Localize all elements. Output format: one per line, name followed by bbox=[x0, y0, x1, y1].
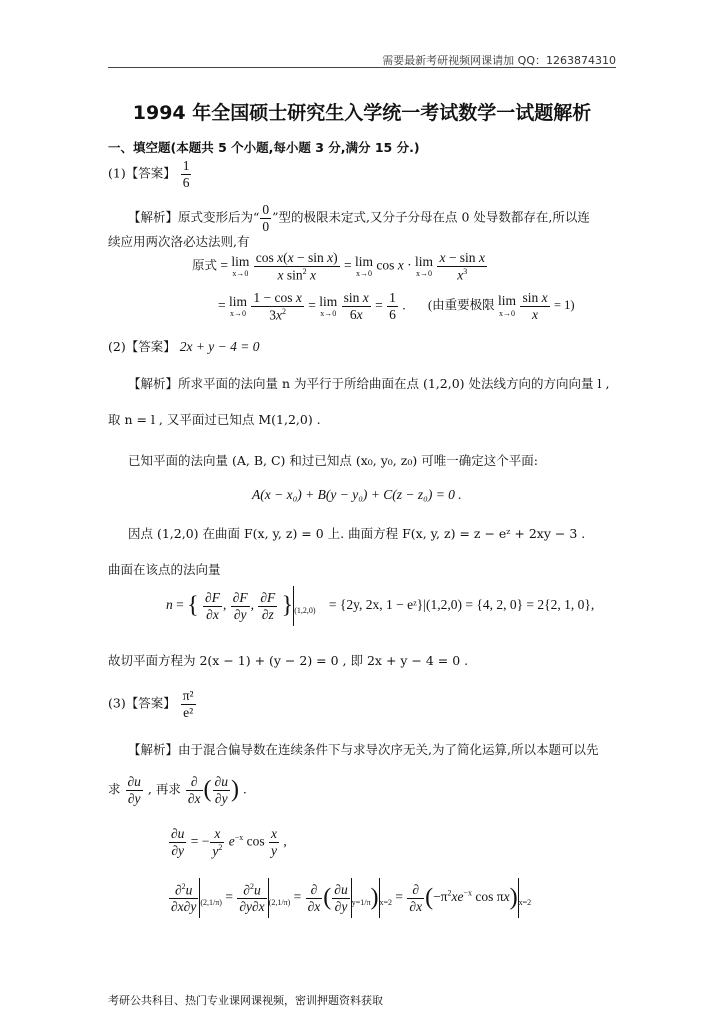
q2-answer-label: (2)【答案】 bbox=[108, 339, 176, 354]
d2u-dydx: $\frac{\partial^2u}{\partial y\partial x}$ bbox=[239, 881, 265, 914]
eval-bar bbox=[293, 586, 294, 626]
q2-analysis-p1: 【解析】所求平面的法向量 n 为平行于所给曲面在点 (1,2,0) 处法线方向的方向向量 l , bbox=[128, 376, 610, 391]
limit-op: lim x→0 bbox=[415, 253, 434, 279]
q1-zero-num: 0 bbox=[262, 202, 270, 217]
q1-note bbox=[428, 290, 575, 322]
q2-analysis-p6: 故切平面方程为 2(x − 1) + (y − 2) = 0 , 即 2x + y − 4 = 0 . bbox=[108, 653, 469, 668]
q2-analysis-p4: 因点 (1,2,0) 在曲面 F(x, y, z) = 0 上. 曲面方程 F(x, y, z) = z − eᶻ + 2xy − 3 . bbox=[128, 526, 586, 541]
q1-zero-over-zero bbox=[260, 202, 271, 234]
q1-answer bbox=[108, 158, 192, 190]
q2-analysis-p2: 取 n = l , 又平面过已知点 M(1,2,0) . bbox=[108, 412, 321, 427]
q1-answer-den: 6 bbox=[182, 174, 190, 190]
header-rule bbox=[108, 67, 616, 68]
q1-note-frac: $\frac{\text{sin x}}{x}$ bbox=[522, 290, 548, 322]
partial-fy: $\frac{\partial F}{\partial y}$ bbox=[232, 589, 248, 622]
q1-analysis-post: ”型的极限未定式,又分子分母在点 0 处导数都存在,所以连 bbox=[272, 209, 590, 225]
q3-answer-label: (3)【答案】 bbox=[108, 695, 176, 711]
q1-analysis-line1 bbox=[128, 202, 590, 234]
q1-answer-fraction bbox=[181, 158, 192, 190]
eval-bar bbox=[199, 878, 200, 918]
partial-x-op: $\frac{\partial}{\partial x}$ bbox=[187, 774, 201, 806]
x-over-y: $\frac{x}{y}$ bbox=[271, 826, 278, 858]
page-title: 1994 年全国硕士研究生入学统一考试数学一试题解析 bbox=[132, 102, 592, 124]
du-dy-2: $\frac{\partial u}{\partial y}$ bbox=[334, 881, 348, 914]
section-heading: 一、填空题(本题共 5 个小题,每小题 3 分,满分 15 分.) bbox=[108, 140, 420, 155]
partial-fz: $\frac{\partial F}{\partial z}$ bbox=[260, 589, 276, 622]
q3-equation-2: $\frac{\partial^2u}{\partial x\partial y}$ $_{(2,1/\pi)}$ = $\frac{\partial^2u}{\partial y\partial x}$ $_{(2,1/\pi)}$ = $\frac{\partial}{\partial x}$ ( $\frac{\partial u}{\partial y}$ $_{y=1/\pi})_{x=2}$ = $\frac{\partial}{\partial x}$ ($-\pi^2xe^{-x}$ $\cos \pi x)_{x=2}$ bbox=[168, 878, 531, 918]
q1-note-end: = 1) bbox=[553, 298, 575, 313]
q2-plane-equation: A(x − x₀) + B(y − y₀) + C(z − z₀) = 0 . bbox=[252, 487, 462, 502]
q1-equation-2: = lim x→0 $\frac{\text{1 − cos x}}{3x^2}$ = lim x→0 $\frac{\text{sin x}}{6x}$ = $\frac{1}{6}$ . bbox=[218, 290, 406, 323]
limit-op: lim x→0 bbox=[498, 293, 517, 318]
q3-answer-fraction bbox=[181, 688, 196, 720]
q1-frac-5: $\frac{1}{6}$ bbox=[389, 290, 396, 322]
eval-bar bbox=[379, 878, 380, 918]
q3-p2-mid: , 再求 bbox=[147, 781, 181, 797]
q3-p2-pre: 求 bbox=[108, 781, 121, 797]
q2-analysis-p3: 已知平面的法向量 (A, B, C) 和过已知点 (x₀, y₀, z₀) 可唯一确定这个平面: bbox=[128, 453, 538, 468]
q1-zero-den: 0 bbox=[262, 218, 270, 234]
q1-frac-1: $\frac{\text{cos x(x − sin x)}}{x \sin^2 x}$ bbox=[255, 250, 338, 283]
q1-answer-label: (1)【答案】 bbox=[108, 165, 176, 181]
page-footer: 考研公共科目、热门专业课网课视频，密训押题资料获取 bbox=[108, 994, 383, 1007]
q1-analysis-pre: 【解析】原式变形后为“ bbox=[128, 209, 260, 225]
partial-fx: $\frac{\partial F}{\partial x}$ bbox=[205, 589, 220, 622]
eval-bar bbox=[518, 878, 519, 918]
d-dx: $\frac{\partial}{\partial x}$ bbox=[307, 881, 321, 914]
eval-bar bbox=[268, 878, 269, 918]
q3-p2-end: . bbox=[242, 781, 247, 797]
d-dx-2: $\frac{\partial}{\partial x}$ bbox=[409, 881, 423, 914]
q3-analysis-p2: 求 $\frac{\partial u}{\partial y}$ , 再求 $\frac{\partial}{\partial x}$ ( $\frac{\partial u}{\partial y}$ ) . bbox=[108, 774, 247, 806]
q3-answer-den: e² bbox=[183, 704, 194, 720]
limit-op: lim x→0 bbox=[229, 293, 248, 319]
du-dy: $\frac{\partial u}{\partial y}$ bbox=[171, 826, 185, 858]
q1-note-text: (由重要极限 bbox=[428, 298, 495, 313]
q1-lhs-label: 原式 bbox=[192, 258, 218, 273]
limit-op: lim x→0 bbox=[319, 293, 338, 319]
d2u-dxdy: $\frac{\partial^2u}{\partial x\partial y}$ bbox=[171, 881, 197, 914]
q1-answer-num: 1 bbox=[182, 158, 190, 173]
q2-analysis-p5: 曲面在该点的法向量 bbox=[108, 562, 221, 577]
q1-frac-3: $\frac{\text{1 − cos x}}{3x^2}$ bbox=[253, 290, 302, 323]
x-over-y2: $\frac{x}{y^2}$ bbox=[212, 826, 223, 859]
q1-analysis-line2: 续应用两次洛必达法则,有 bbox=[108, 234, 250, 249]
q3-answer-num: π² bbox=[182, 688, 194, 703]
q3-analysis-p1: 【解析】由于混合偏导数在连续条件下与求导次序无关,为了简化运算,所以本题可以先 bbox=[128, 742, 599, 757]
page-header: 需要最新考研视频网课请加 QQ：1263874310 bbox=[382, 54, 616, 67]
q1-frac-2: $\frac{\text{x − sin x}}{x^3}$ bbox=[439, 250, 485, 283]
q1-equation-1: 原式 = lim x→0 $\frac{\text{cos x(x − sin x)}}{x \sin^2 x}$ = lim x→0 cos x · lim x→0 $\frac{\text{x − sin x}}{x^3}$ bbox=[192, 250, 485, 283]
limit-op: lim x→0 bbox=[355, 253, 374, 279]
q1-frac-4: $\frac{\text{sin x}}{6x}$ bbox=[343, 290, 369, 322]
partial-u-y-inner: $\frac{\partial u}{\partial y}$ bbox=[214, 774, 228, 806]
q2-answer bbox=[108, 337, 260, 355]
q2-answer-value: 2x + y − 4 = 0 bbox=[179, 339, 260, 354]
q2-normal-equation: n = { $\frac{\partial F}{\partial x}$ , $\frac{\partial F}{\partial y}$ , $\frac{\partial F}{\partial z}$ }$_{(1,2,0)} = \{2y$, 2x, 1 − eᶻ}|(1,2,0) = {4, 2, 0} = 2{2, 1, 0}, bbox=[166, 586, 594, 626]
q2-normal-result: = {2y, 2x, 1 − eᶻ}|(1,2,0) = {4, 2, 0} = 2{2, 1, 0}, bbox=[328, 597, 595, 613]
q3-answer bbox=[108, 688, 197, 720]
limit-op: lim x→0 bbox=[231, 253, 250, 279]
q3-equation-1: $\frac{\partial u}{\partial y}$ = − $\frac{x}{y^2}$ $e^{-x}$ cos $\frac{x}{y}$ , bbox=[171, 826, 287, 859]
eval-bar bbox=[351, 878, 352, 918]
partial-u-y: $\frac{\partial u}{\partial y}$ bbox=[127, 774, 141, 806]
